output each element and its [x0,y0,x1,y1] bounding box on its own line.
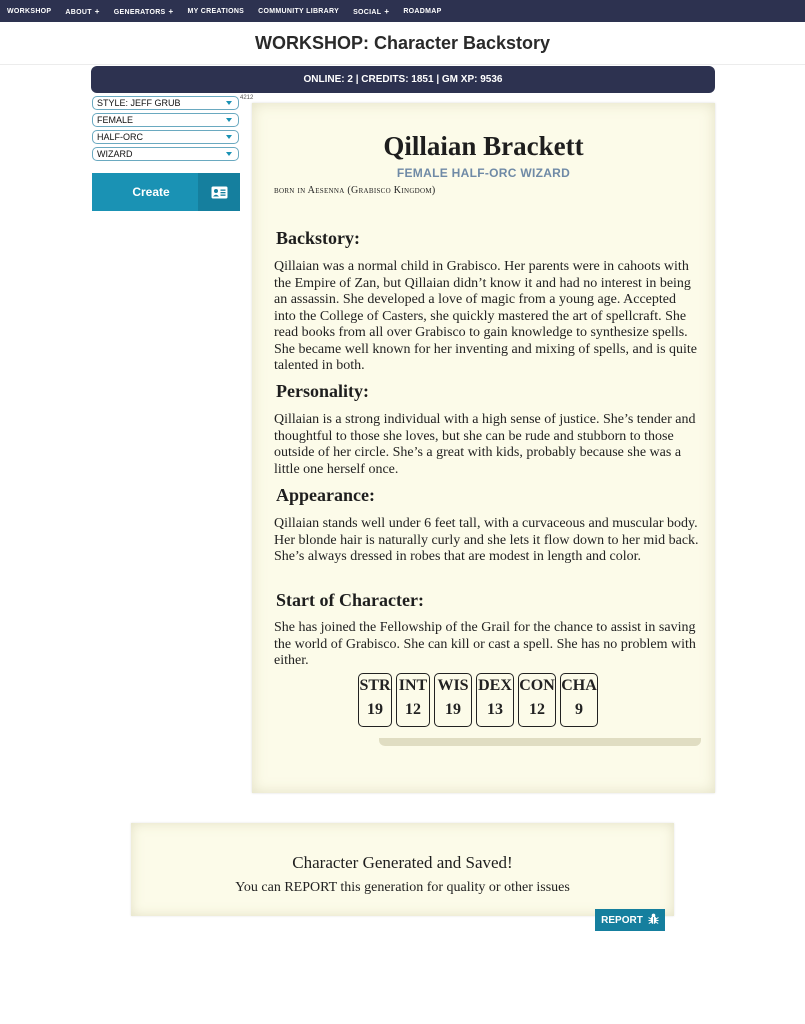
create-button-label: Create [132,185,170,199]
class-select-value: WIZARD [97,149,133,159]
stat-value: 19 [367,701,383,718]
nav-item-generators[interactable] [114,7,174,16]
title-bar [0,22,805,65]
status-text: ONLINE: 2 | CREDITS: 1851 | GM XP: 9536 [303,74,503,85]
character-sheet [252,103,715,793]
nav-item-label: MY CREATIONS [187,7,245,15]
stat-cha [560,673,598,727]
id-card-icon [198,173,240,211]
stat-int [396,673,430,727]
stat-con [518,673,556,727]
nav-item-about[interactable] [65,7,99,16]
plus-icon: + [384,6,390,16]
generator-options [92,96,239,164]
report-button[interactable] [595,909,665,931]
character-birthplace: born in Aesenna (Grabisco Kingdom) [274,185,436,196]
stat-value: 9 [575,701,583,718]
stat-label: CHA [561,677,597,694]
stat-label: WIS [437,677,469,694]
nav-item-workshop[interactable] [7,8,51,15]
report-button-label: REPORT [601,914,643,926]
top-nav [0,0,805,22]
style-select[interactable] [92,96,239,110]
nav-item-label: GENERATORS [113,8,166,16]
chevron-down-icon [226,101,232,105]
chevron-down-icon [226,118,232,122]
scroll-decoration [379,738,701,746]
appearance-text: Qillaian stands well under 6 feet tall, with a curvaceous and muscular body. Her blonde hair is naturally curly and she lets it flow down to her mid back. She’s always dressed in robes that are modest in length and color. [274,516,699,564]
page-title: WORKSHOP: Character Backstory [254,32,551,53]
stat-wis [434,673,472,727]
status-bar [91,66,715,93]
ability-scores [358,673,602,727]
stat-label: DEX [478,677,512,694]
gender-select-value: FEMALE [97,115,134,125]
result-text: You can REPORT this generation for quality or other issues [235,880,570,895]
nav-item-roadmap[interactable] [403,8,441,15]
start-text: She has joined the Fellowship of the Grail for the chance to assist in saving the world of Grabisco. She can kill or cast a spell. She has no problem with either. [274,620,696,668]
race-select[interactable] [92,130,239,144]
personality-heading: Personality: [276,381,369,401]
nav-item-label: ROADMAP [403,7,442,15]
nav-item-community-library[interactable] [258,8,339,15]
nav-item-label: SOCIAL [353,8,382,16]
character-name: Qillaian Brackett [383,131,584,161]
stat-dex [476,673,514,727]
nav-item-my-creations[interactable] [188,8,245,15]
stat-str [358,673,392,727]
style-select-value: STYLE: JEFF GRUB [97,98,181,108]
stat-value: 12 [529,701,545,718]
result-panel [131,823,674,916]
backstory-text: Qillaian was a normal child in Grabisco. Her parents were in cahoots with the Empire of Zan, but Qillaian didn’t know it and had no interest in being an assassin. She developed a love of magic from a young age. Accepted into the College of Casters, she quickly mastered the art of spellcraft. She read books from all over Grabisco to gain knowledge to synthesize spells. She became well known for her inventing and mixing of spells, and is quite talented in both. [274,259,698,373]
generation-counter: 4212 [240,95,254,101]
gender-select[interactable] [92,113,239,127]
nav-item-social[interactable] [353,7,389,16]
bug-icon [648,913,659,928]
plus-icon: + [168,6,174,16]
class-select[interactable] [92,147,239,161]
stat-label: CON [519,677,555,694]
race-select-value: HALF-ORC [97,132,144,142]
chevron-down-icon [226,152,232,156]
nav-item-label: COMMUNITY LIBRARY [258,7,340,15]
backstory-heading: Backstory: [276,228,360,248]
create-button[interactable] [92,173,240,211]
stat-value: 12 [405,701,421,718]
nav-item-label: ABOUT [65,8,92,16]
stat-value: 19 [445,701,461,718]
result-heading: Character Generated and Saved! [292,853,513,872]
character-subtitle: FEMALE HALF-ORC WIZARD [396,166,571,180]
plus-icon: + [94,6,100,16]
chevron-down-icon [226,135,232,139]
stat-value: 13 [487,701,503,718]
appearance-heading: Appearance: [276,485,375,505]
personality-text: Qillaian is a strong individual with a high sense of justice. She’s tender and thoughtful to those she loves, but she can be rude and stubborn to those outside of her circle. She’s a great with kids, probably because she was a little one herself once. [274,412,696,477]
nav-item-label: WORKSHOP [7,7,52,15]
stat-label: INT [398,677,428,694]
start-heading: Start of Character: [276,590,424,610]
stat-label: STR [359,677,391,694]
